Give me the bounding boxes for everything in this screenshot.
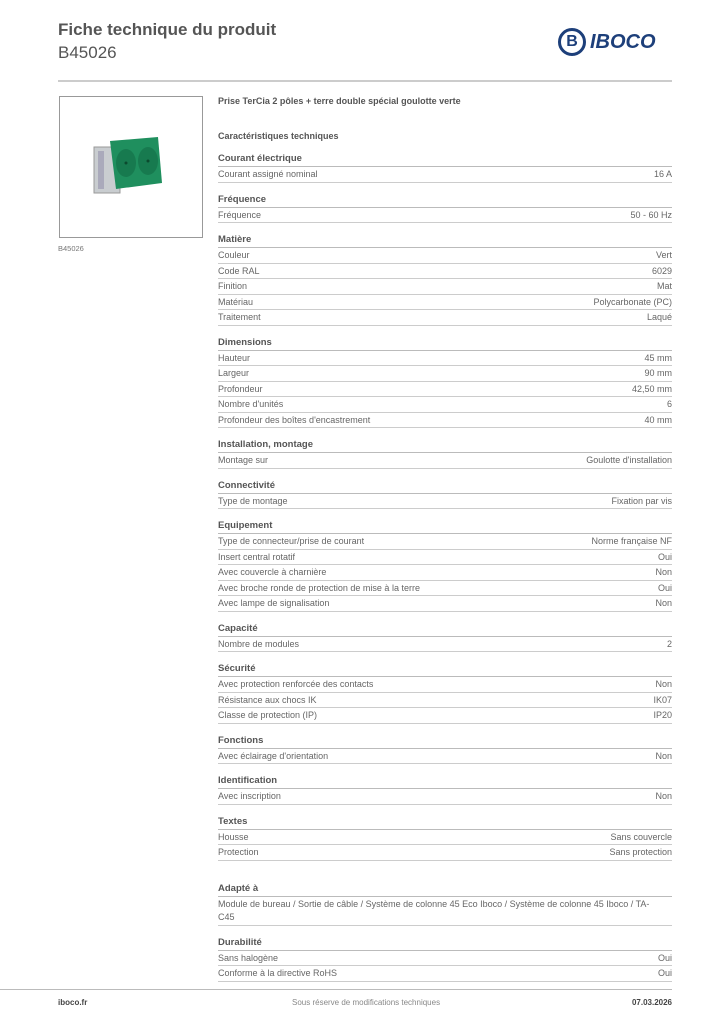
spec-value: Non <box>655 567 672 577</box>
spec-value: IP20 <box>653 710 672 720</box>
spec-section <box>218 520 672 612</box>
section-title: Capacité <box>218 623 672 637</box>
spec-row <box>218 749 672 765</box>
section-title: Identification <box>218 775 672 789</box>
spec-row <box>218 966 672 982</box>
spec-section <box>218 937 672 982</box>
spec-label: Module de bureau / Sortie de câble / Système de colonne 45 Eco Iboco / Système de colonne 45 Iboco / TA-C45 <box>218 898 650 922</box>
section-title: Textes <box>218 816 672 830</box>
spec-content <box>218 96 672 982</box>
iboco-logo <box>558 28 656 56</box>
spec-row <box>218 453 672 469</box>
spec-label: Insert central rotatif <box>218 551 296 562</box>
spec-row <box>218 951 672 967</box>
spec-label: Profondeur <box>218 383 263 394</box>
spec-label: Matériau <box>218 296 254 307</box>
spec-value: Non <box>655 750 672 761</box>
section-title: Equipement <box>218 520 672 534</box>
spec-sections <box>218 153 672 982</box>
spec-label: Profondeur des boîtes d'encastrement <box>218 414 371 425</box>
spec-value: Non <box>655 598 672 608</box>
spec-value: Laqué <box>646 312 672 322</box>
footer-note: Sous réserve de modifications techniques <box>292 998 441 1007</box>
spec-value: Vert <box>655 250 672 260</box>
spec-value: 2 <box>666 638 672 649</box>
spec-section <box>218 234 672 326</box>
logo-text: IBOCO <box>590 30 656 53</box>
spec-row <box>218 565 672 581</box>
section-title: Durabilité <box>218 937 672 951</box>
spec-label: Type de connecteur/prise de courant <box>218 536 365 546</box>
spec-label: Avec éclairage d'orientation <box>218 750 329 761</box>
spec-value: Sans couvercle <box>610 831 672 842</box>
footer-divider <box>0 989 672 990</box>
section-title: Sécurité <box>218 663 672 677</box>
spec-row <box>218 397 672 413</box>
spec-row <box>218 708 672 724</box>
spec-label: Nombre d'unités <box>218 399 284 409</box>
spec-row <box>218 534 672 550</box>
spec-section <box>218 194 672 224</box>
spec-label: Couleur <box>218 250 250 260</box>
spec-value: Norme française NF <box>591 536 672 546</box>
spec-row <box>218 279 672 295</box>
spec-label: Sans halogène <box>218 952 279 963</box>
spec-section <box>218 775 672 805</box>
spec-row <box>218 351 672 367</box>
spec-row <box>218 208 672 224</box>
logo-mark-icon: B <box>558 28 586 56</box>
section-title: Connectivité <box>218 480 672 494</box>
spec-row <box>218 596 672 612</box>
product-name: Prise TerCia 2 pôles + terre double spécial goulotte verte <box>218 96 461 106</box>
spec-row <box>218 897 672 926</box>
section-title: Courant électrique <box>218 153 672 167</box>
spec-section <box>218 735 672 765</box>
page-title: Fiche technique du produit <box>58 20 277 39</box>
spec-value: Polycarbonate (PC) <box>593 296 672 307</box>
spec-value: 45 mm <box>644 352 672 363</box>
spec-value: 16 A <box>653 169 672 179</box>
spec-row <box>218 494 672 510</box>
spec-section <box>218 480 672 510</box>
spec-value: Oui <box>657 582 672 593</box>
spec-row <box>218 845 672 861</box>
spec-row <box>218 830 672 846</box>
socket-illustration <box>60 97 202 237</box>
spec-label: Fréquence <box>218 209 262 220</box>
section-title: Fréquence <box>218 194 672 208</box>
specs-heading: Caractéristiques techniques <box>218 131 339 141</box>
spec-section <box>218 816 672 861</box>
spec-label: Conforme à la directive RoHS <box>218 968 338 978</box>
spec-label: Hauteur <box>218 352 251 363</box>
spec-value: 90 mm <box>644 368 672 378</box>
spec-value: 40 mm <box>644 414 672 425</box>
footer-site-link[interactable]: iboco.fr <box>58 998 88 1007</box>
spec-label: Avec protection renforcée des contacts <box>218 679 374 689</box>
spec-value: 6 <box>666 399 672 409</box>
product-code: B45026 <box>58 43 117 62</box>
spec-row <box>218 167 672 183</box>
spec-value: 50 - 60 Hz <box>630 209 672 220</box>
spec-row <box>218 310 672 326</box>
spec-label: Housse <box>218 831 249 842</box>
spec-row <box>218 413 672 429</box>
spec-section <box>218 153 672 183</box>
spec-value: Sans protection <box>609 847 672 857</box>
spec-label: Type de montage <box>218 495 288 506</box>
spec-row <box>218 637 672 653</box>
image-caption: B45026 <box>58 244 84 253</box>
spec-section <box>218 439 672 469</box>
spec-value: Oui <box>657 551 672 562</box>
spec-value: Mat <box>656 281 672 291</box>
spec-value: Non <box>655 679 672 689</box>
spec-value: Goulotte d'installation <box>586 455 672 465</box>
spec-section <box>218 337 672 429</box>
footer-date: 07.03.2026 <box>631 998 672 1007</box>
section-title: Fonctions <box>218 735 672 749</box>
section-title: Dimensions <box>218 337 672 351</box>
spec-label: Avec lampe de signalisation <box>218 598 330 608</box>
spec-label: Largeur <box>218 368 250 378</box>
spec-value: 6029 <box>651 265 672 276</box>
spec-row <box>218 677 672 693</box>
spec-row <box>218 264 672 280</box>
spec-row <box>218 366 672 382</box>
spec-row <box>218 550 672 566</box>
spec-row <box>218 248 672 264</box>
spec-section <box>218 883 672 926</box>
spec-row <box>218 295 672 311</box>
section-title: Adapté à <box>218 883 672 897</box>
spec-label: Finition <box>218 281 248 291</box>
header-divider <box>58 80 672 82</box>
spec-value: 42,50 mm <box>631 383 672 394</box>
section-title: Installation, montage <box>218 439 672 453</box>
spec-value: Oui <box>657 968 672 978</box>
spec-label: Avec broche ronde de protection de mise à la terre <box>218 582 420 593</box>
spec-value: Fixation par vis <box>611 495 672 506</box>
spec-row <box>218 581 672 597</box>
spec-label: Code RAL <box>218 265 260 276</box>
spec-row <box>218 789 672 805</box>
spec-label: Avec inscription <box>218 791 281 801</box>
spec-section <box>218 663 672 724</box>
spec-label: Classe de protection (IP) <box>218 710 318 720</box>
spec-label: Montage sur <box>218 455 269 465</box>
spec-label: Protection <box>218 847 259 857</box>
spec-label: Avec couvercle à charnière <box>218 567 327 577</box>
spec-row <box>218 693 672 709</box>
spec-value: Non <box>655 791 672 801</box>
spec-label: Résistance aux chocs IK <box>218 694 317 705</box>
spec-section <box>218 623 672 653</box>
spec-label: Nombre de modules <box>218 638 300 649</box>
section-title: Matière <box>218 234 672 248</box>
product-image <box>59 96 203 238</box>
spec-label: Traitement <box>218 312 261 322</box>
spec-value: Oui <box>657 952 672 963</box>
spec-value: IK07 <box>653 694 672 705</box>
spec-row <box>218 382 672 398</box>
spec-label: Courant assigné nominal <box>218 169 318 179</box>
